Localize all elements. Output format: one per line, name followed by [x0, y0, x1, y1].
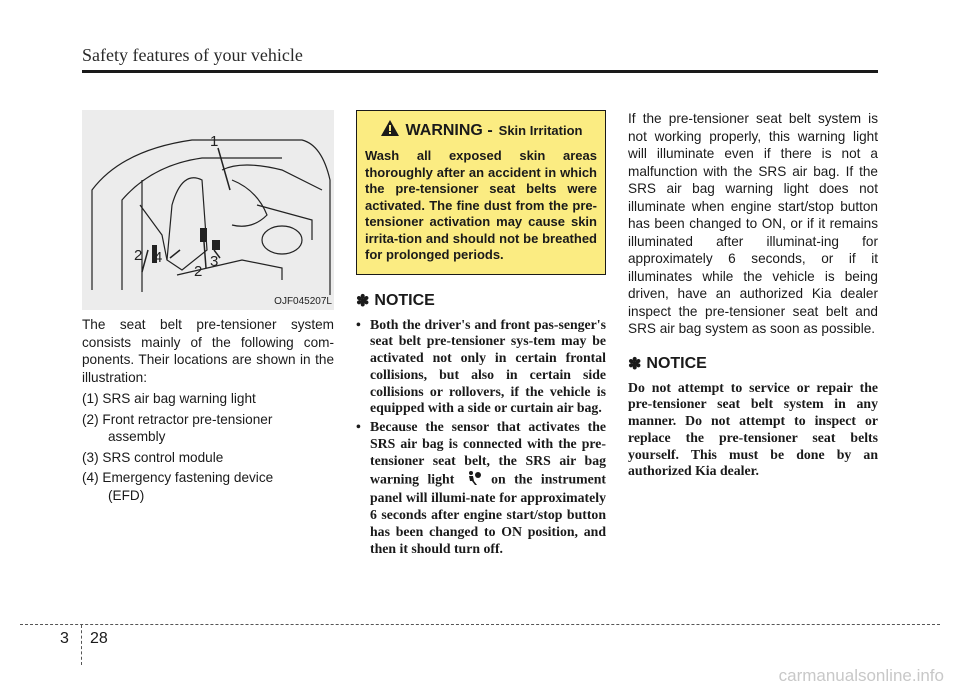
footer-vertical-divider [81, 625, 82, 665]
component-label: Emergency fastening device [102, 470, 274, 485]
component-label-cont: assembly [108, 429, 166, 444]
component-item [82, 411, 334, 446]
component-label: SRS air bag warning light [102, 391, 256, 406]
warning-box [356, 110, 606, 275]
callout-4: 4 [154, 249, 163, 266]
notice-heading-text: NOTICE [646, 354, 707, 372]
warning-subtitle: Skin Irritation [498, 123, 583, 138]
component-number: (2) [82, 411, 99, 427]
page-header-title: Safety features of your vehicle [82, 45, 303, 65]
watermark: carmanualsonline.info [778, 666, 944, 685]
component-number: (3) [82, 449, 99, 465]
airbag-warning-icon [465, 470, 481, 491]
header-rule [82, 70, 878, 73]
notice-bullets [356, 317, 606, 558]
callout-1: 1 [210, 133, 219, 150]
component-item [82, 469, 334, 504]
middle-column [356, 110, 606, 560]
notice-bullet-1 [356, 317, 606, 418]
component-label: SRS control module [102, 449, 224, 465]
callout-3: 3 [210, 253, 219, 270]
notice-bullet-2 [356, 419, 606, 557]
page-number: 28 [90, 630, 108, 647]
footer-divider [20, 624, 940, 625]
notice-2-body: Do not attempt to service or repair the pre-tensioner seat belt system in any manner. Do not attempt to inspect or replace the pre-tensioner seat belts yourself. This must be done by an authorized Kia dealer. [628, 379, 878, 479]
component-label: Front retractor pre-tensioner [102, 411, 273, 427]
notice-heading-text: NOTICE [374, 291, 435, 309]
left-column [82, 110, 334, 507]
notice-bullet-text: Both the driver's and front pas-senger's seat belt pre-tensioner sys-tem may be activated not only in certain frontal collisions, but also in certain side collisions or rollovers, if the vehicle is equipped with a side or curtain air bag. [370, 316, 606, 416]
warning-title [365, 119, 597, 142]
component-item [82, 390, 334, 408]
notice-star-icon: ✽ [628, 355, 642, 373]
callout-2-left: 2 [134, 247, 143, 264]
warning-body: Wash all exposed skin areas thoroughly after an accident in which the pre-tensioner seat belts were activated. The fine dust from the pre-tensioner activation may cause skin irrita-tion and should not be breathed for prolonged periods. [365, 148, 597, 262]
component-number: (1) [82, 391, 99, 406]
car-interior-drawing [82, 110, 334, 310]
intro-paragraph: The seat belt pre-tensioner system consists mainly of the following com-ponents. Their locations are shown in the illustration: [82, 317, 334, 385]
notice-bullet-text-after: on the instrument panel will illumi-nate for approximately 6 seconds after engine start/stop button has been changed to ON position, and then it should turn off. [370, 471, 607, 556]
seatbelt-illustration [82, 110, 334, 310]
notice-heading-2 [628, 354, 878, 374]
notice-heading-1 [356, 291, 606, 311]
notice-bullet-text-before: Because the sensor that activates the SRS air bag is connected with the pre-tensioner seat belt, the SRS air bag warning light [370, 419, 606, 487]
figure-code: OJF045207L [274, 296, 332, 307]
component-list [82, 390, 334, 504]
component-item [82, 449, 334, 467]
warning-light-paragraph: If the pre-tensioner seat belt system is not working properly, this warning light will illuminate even if there is not a malfunction with the SRS air bag. If the SRS air bag warning light does not illuminate when engine start/stop button has been changed to ON, or if it remains illuminated after illuminat-ing for approximately 6 seconds, or if it illuminates while the vehicle is being driven, have an authorized Kia dealer inspect the pre-tensioner seat belt and SRS air bag system as soon as possible. [628, 111, 878, 336]
component-label-cont: (EFD) [108, 487, 145, 503]
warning-label: WARNING - [405, 121, 493, 139]
component-number: (4) [82, 470, 99, 485]
warning-triangle-icon [380, 119, 400, 142]
callout-2-bottom: 2 [194, 263, 203, 280]
chapter-number: 3 [60, 630, 69, 647]
notice-star-icon: ✽ [356, 292, 370, 310]
right-column [628, 110, 878, 480]
